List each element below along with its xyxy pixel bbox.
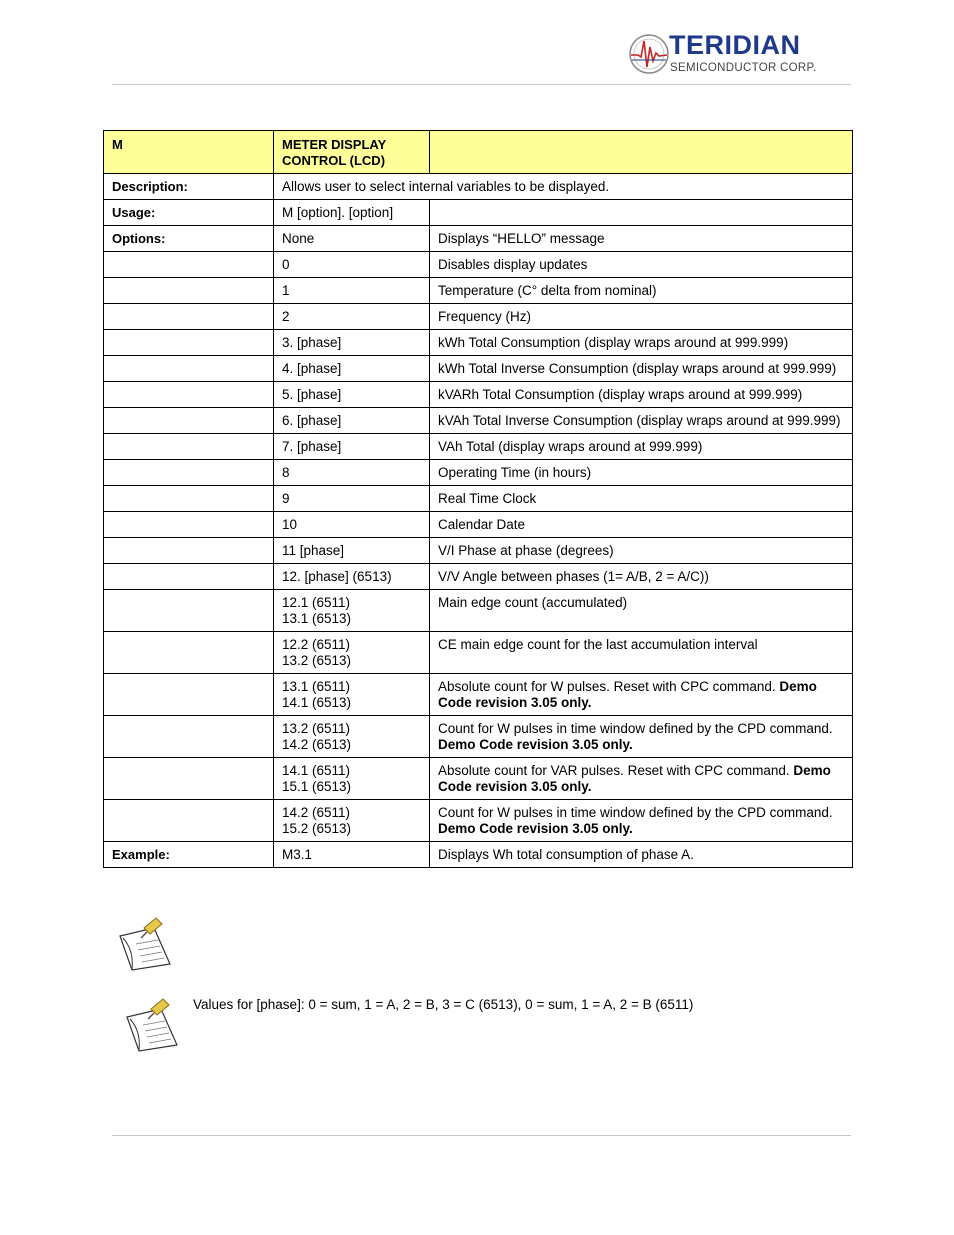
option-revision-note: Demo Code revision 3.05 only. (438, 679, 817, 710)
header-blank-cell (430, 131, 853, 174)
option-text: Temperature (C° delta from nominal) (438, 283, 657, 298)
option-code: 10 (282, 517, 298, 532)
options-label-blank (104, 716, 274, 758)
option-row (104, 304, 853, 330)
example-label: Example: (104, 842, 274, 868)
options-label-blank (104, 538, 274, 564)
options-label-blank (104, 486, 274, 512)
option-code: 2 (282, 309, 290, 324)
options-label-blank (104, 304, 274, 330)
option-text: Count for W pulses in time window defined by the CPD command. (438, 805, 833, 820)
option-value (274, 278, 430, 304)
option-text: Real Time Clock (438, 491, 537, 506)
header-rule (112, 84, 851, 85)
option-code-alt: 14.2 (6513) (282, 737, 352, 752)
logo-subtitle: SEMICONDUCTOR CORP. (670, 62, 817, 74)
usage-row (104, 200, 853, 226)
option-value (274, 330, 430, 356)
option-row (104, 538, 853, 564)
option-description (430, 538, 853, 564)
option-description (430, 330, 853, 356)
option-value (274, 382, 430, 408)
footer-rule (112, 1135, 851, 1136)
options-label-blank (104, 590, 274, 632)
option-value (274, 800, 430, 842)
option-text: Main edge count (accumulated) (438, 595, 628, 610)
usage-note (430, 200, 853, 226)
option-row (104, 408, 853, 434)
phase-values-note: Values for [phase]: 0 = sum, 1 = A, 2 = B, 3 = C (6513), 0 = sum, 1 = A, 2 = B (6511) (193, 997, 694, 1012)
option-value (274, 512, 430, 538)
option-description (430, 382, 853, 408)
company-logo (628, 30, 833, 80)
option-text: V/V Angle between phases (1= A/B, 2 = A/C)) (438, 569, 709, 584)
option-description (430, 486, 853, 512)
example-description: Displays Wh total consumption of phase A. (430, 842, 853, 868)
option-text: VAh Total (display wraps around at 999.999) (438, 439, 703, 454)
option-text: Frequency (Hz) (438, 309, 532, 324)
option-description (430, 356, 853, 382)
option-code: 13.2 (6511) (282, 721, 351, 736)
options-label-blank (104, 330, 274, 356)
notepad-pin-icon (121, 995, 183, 1055)
options-label-blank (104, 800, 274, 842)
option-row (104, 486, 853, 512)
option-value (274, 304, 430, 330)
option-revision-note: Demo Code revision 3.05 only. (438, 737, 633, 752)
options-label-blank (104, 564, 274, 590)
option-code: 13.1 (6511) (282, 679, 351, 694)
option-row (104, 330, 853, 356)
option-code: 14.1 (6511) (282, 763, 351, 778)
option-code: 12. [phase] (6513) (282, 569, 392, 584)
option-description (430, 564, 853, 590)
option-value (274, 434, 430, 460)
option-code: 3. [phase] (282, 335, 342, 350)
option-revision-note: Demo Code revision 3.05 only. (438, 821, 633, 836)
options-label-blank (104, 460, 274, 486)
option-value (274, 564, 430, 590)
option-description (430, 674, 853, 716)
usage-label: Usage: (104, 200, 274, 226)
option-row (104, 674, 853, 716)
option-code-alt: 13.2 (6513) (282, 653, 352, 668)
option-text: Disables display updates (438, 257, 588, 272)
option-code: 4. [phase] (282, 361, 342, 376)
option-value (274, 716, 430, 758)
option-code-alt: 14.1 (6513) (282, 695, 352, 710)
options-label-blank (104, 408, 274, 434)
option-code: 1 (282, 283, 290, 298)
option-row (104, 356, 853, 382)
option-value (274, 590, 430, 632)
option-row (104, 278, 853, 304)
option-value (274, 632, 430, 674)
option-value (274, 460, 430, 486)
option-row (104, 590, 853, 632)
option-description (430, 252, 853, 278)
option-code: 11 [phase] (282, 543, 345, 558)
option-value (274, 538, 430, 564)
example-row (104, 842, 853, 868)
options-label-blank (104, 382, 274, 408)
option-value (274, 252, 430, 278)
option-code: 12.2 (6511) (282, 637, 351, 652)
option-code: 8 (282, 465, 290, 480)
option-text: V/I Phase at phase (degrees) (438, 543, 614, 558)
option-value (274, 226, 430, 252)
description-row (104, 174, 853, 200)
logo-wordmark: TERIDIAN (669, 30, 801, 60)
option-code: 6. [phase] (282, 413, 342, 428)
option-code: 7. [phase] (282, 439, 342, 454)
option-text: kVARh Total Consumption (display wraps around at 999.999) (438, 387, 803, 402)
option-description (430, 632, 853, 674)
option-text: Operating Time (in hours) (438, 465, 592, 480)
option-code-alt: 15.1 (6513) (282, 779, 352, 794)
option-description (430, 408, 853, 434)
option-text: Calendar Date (438, 517, 526, 532)
teridian-waveform-icon (628, 33, 670, 75)
options-label-blank (104, 434, 274, 460)
option-row (104, 460, 853, 486)
option-description (430, 460, 853, 486)
option-text: kWh Total Inverse Consumption (display wraps around at 999.999) (438, 361, 837, 376)
option-code: 14.2 (6511) (282, 805, 351, 820)
option-value (274, 674, 430, 716)
option-text: kVAh Total Inverse Consumption (display wraps around at 999.999) (438, 413, 841, 428)
option-code: 12.1 (6511) (282, 595, 351, 610)
option-row (104, 434, 853, 460)
option-value (274, 758, 430, 800)
option-description (430, 512, 853, 538)
options-label-blank (104, 356, 274, 382)
option-description (430, 226, 853, 252)
command-letter: M (104, 131, 274, 174)
option-description (430, 800, 853, 842)
option-row (104, 800, 853, 842)
option-text: Count for W pulses in time window defined by the CPD command. (438, 721, 833, 736)
option-code: None (282, 231, 315, 246)
option-description (430, 278, 853, 304)
option-row (104, 632, 853, 674)
option-description (430, 304, 853, 330)
option-code: 5. [phase] (282, 387, 342, 402)
option-text: Absolute count for W pulses. Reset with CPC command. (438, 679, 776, 694)
options-label-blank (104, 252, 274, 278)
option-code-alt: 15.2 (6513) (282, 821, 352, 836)
option-text: kWh Total Consumption (display wraps around at 999.999) (438, 335, 789, 350)
option-row (104, 252, 853, 278)
options-label-blank (104, 674, 274, 716)
options-label-blank (104, 278, 274, 304)
options-label: Options: (104, 226, 274, 252)
option-value (274, 486, 430, 512)
notepad-pin-icon (114, 914, 176, 974)
option-text: Absolute count for VAR pulses. Reset with CPC command. (438, 763, 790, 778)
description-text: Allows user to select internal variables to be displayed. (274, 174, 853, 200)
option-code: 0 (282, 257, 290, 272)
options-label-blank (104, 758, 274, 800)
option-row (104, 758, 853, 800)
usage-syntax: M [option]. [option] (274, 200, 430, 226)
option-value (274, 408, 430, 434)
option-code: 9 (282, 491, 290, 506)
option-row (104, 226, 853, 252)
options-label-blank (104, 512, 274, 538)
option-row (104, 564, 853, 590)
example-command: M3.1 (274, 842, 430, 868)
table-header-row (104, 131, 853, 174)
description-label: Description: (104, 174, 274, 200)
option-description (430, 758, 853, 800)
option-value (274, 356, 430, 382)
option-code-alt: 13.1 (6513) (282, 611, 352, 626)
option-revision-note: Demo Code revision 3.05 only. (438, 763, 831, 794)
option-row (104, 382, 853, 408)
option-row (104, 716, 853, 758)
option-description (430, 590, 853, 632)
option-text: CE main edge count for the last accumulation interval (438, 637, 758, 652)
option-description (430, 434, 853, 460)
command-table (103, 130, 853, 868)
options-label-blank (104, 632, 274, 674)
option-description (430, 716, 853, 758)
option-row (104, 512, 853, 538)
command-title: METER DISPLAY CONTROL (LCD) (274, 131, 430, 174)
option-text: Displays “HELLO” message (438, 231, 605, 246)
